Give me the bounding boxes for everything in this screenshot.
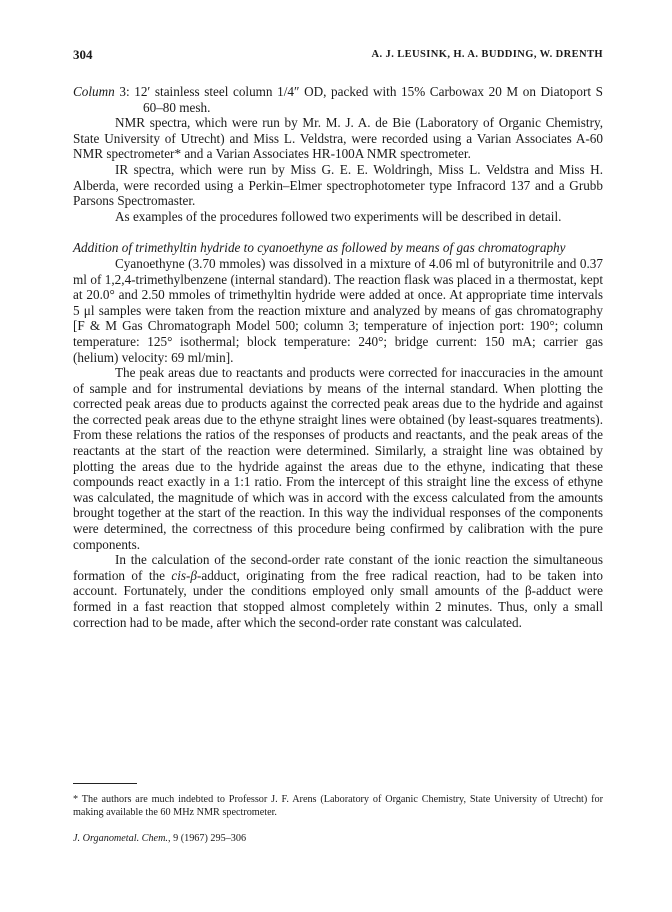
column-label: Column [73,84,115,99]
column-3-entry [73,84,603,115]
body-text [73,84,603,630]
footnote [73,793,603,819]
footnote-text: * The authors are much indebted to Professor J. F. Arens (Laboratory of Organic Chemistry, State University of Utrecht) for making available the 60 MHz NMR spectrometer. [73,794,603,818]
column-description: : 12′ stainless steel column 1/4″ OD, packed with 15% Carbowax 20 M on Diatoport S 60–80 mesh. [125,84,603,115]
cyanoethyne-paragraph: Cyanoethyne (3.70 mmoles) was dissolved in a mixture of 4.06 ml of butyronitrile and 0.37 ml of 1,2,4-trimethylbenzene (internal standard). The reaction flask was placed in a thermostat, kept at 20.0° and 2.50 mmoles of trimethyltin hydride were added at once. At appropriate time intervals 5 μl samples were taken from the reaction mixture and analyzed by means of gas chromatography [F & M Gas Chromatograph Model 500; column 3; temperature of injection port: 190°; column temperature: 125° isothermal; block temperature: 240°; bridge current: 150 mA; carrier gas (helium) velocity: 69 ml/min]. [73,255,603,365]
peak-areas-paragraph: The peak areas due to reactants and products were corrected for inaccuracies in the amount of sample and for instrumental deviations by means of the internal standard. When plotting the corrected peak areas due to products against the corrected peak areas due to the hydride and against the corrected peak areas due to the ethyne straight lines were obtained (by least-squares treatments). From these relations the ratios of the responses of products and reactants, and the peak areas of the reactants at the start of the reaction were determined. Similarly, a straight line was obtained by plotting the areas due to the hydride against the areas due to the ethyne, indicating that these compounds react exactly in a 1:1 ratio. From the intercept of this straight line the excess of ethyne was calculated, the magnitude of which was in accord with the excess calculated from the amounts brought together at the start of the reaction. In this way the individual responses of the components were determined, the correctness of this procedure being confirmed by calibration with the pure components. [73,365,603,552]
nmr-paragraph: NMR spectra, which were run by Mr. M. J. A. de Bie (Laboratory of Organic Chemistry, State University of Utrecht) and Miss L. Veldstra, were recorded using a Varian Associates A-60 NMR spectrometer* and a Varian Associates HR-100A NMR spectrometer. [73,115,603,162]
running-authors: A. J. LEUSINK, H. A. BUDDING, W. DRENTH [371,49,603,60]
page-number: 304 [73,47,93,62]
section-heading: Addition of trimethyltin hydride to cyanoethyne as followed by means of gas chromatography [73,240,566,256]
journal-reference: 9 (1967) 295–306 [170,833,247,844]
rate-text-end: -adduct, originating from the free radical reaction, had to be taken into account. Fortunately, under the conditions employed only small amounts of the β-adduct were formed in a fast reaction that stopped almost completely within 2 minutes. Thus, only a small correction had to be made, after which the second-order rate constant was calculated. [73,567,603,630]
examples-paragraph: As examples of the procedures followed two experiments will be described in detail. [115,208,562,224]
journal-citation [73,832,246,845]
column-number: 3 [119,84,126,99]
footnote-rule [73,783,137,784]
rate-text-start: In the calculation of the second-order rate constant of the ionic reaction the simultaneous formation of the [73,552,603,583]
rate-constant-paragraph [73,552,603,630]
ir-paragraph: IR spectra, which were run by Miss G. E. E. Woldringh, Miss L. Veldstra and Miss H. Alberda, were recorded using a Perkin–Elmer spectrophotometer type Infracord 137 and a Grubb Parsons Spectromaster. [73,161,603,209]
journal-name: J. Organometal. Chem., [73,833,171,844]
rate-text-italic: cis-β [171,567,197,583]
